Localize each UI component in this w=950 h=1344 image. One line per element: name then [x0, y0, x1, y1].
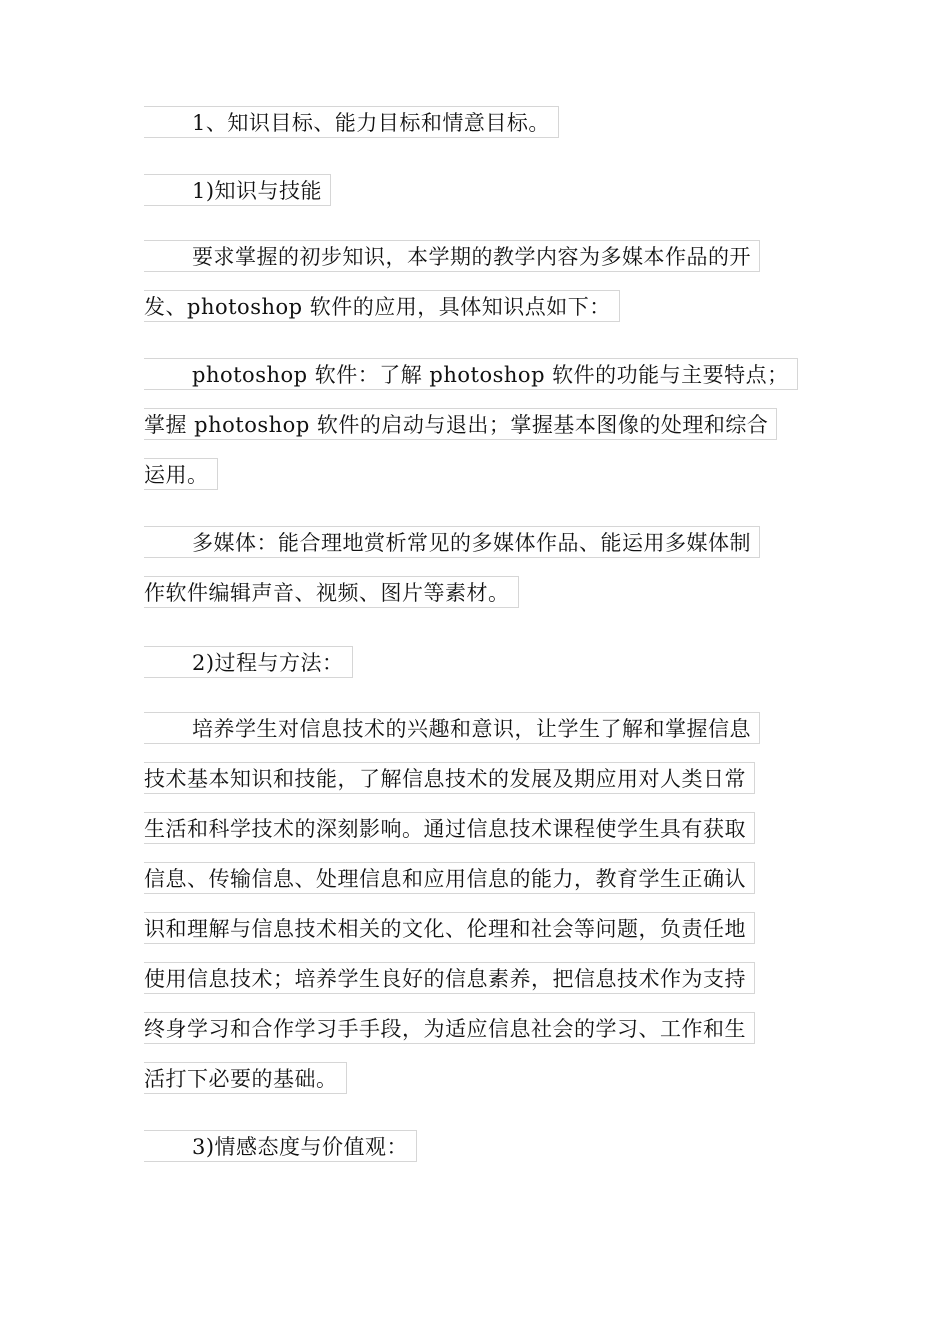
paragraph-line: 要求掌握的初步知识，本学期的教学内容为多媒本作品的开: [144, 240, 760, 272]
section-title-knowledge-skills: 1)知识与技能: [144, 174, 331, 206]
paragraph-line: 培养学生对信息技术的兴趣和意识，让学生了解和掌握信息: [144, 712, 760, 744]
paragraph-line: 技术基本知识和技能，了解信息技术的发展及期应用对人类日常: [144, 762, 755, 794]
paragraph-line: 运用。: [144, 458, 218, 490]
paragraph-line: 作软件编辑声音、视频、图片等素材。: [144, 576, 519, 608]
paragraph-line: photoshop 软件：了解 photoshop 软件的功能与主要特点；: [144, 358, 798, 390]
paragraph-line: 多媒体：能合理地赏析常见的多媒体作品、能运用多媒体制: [144, 526, 760, 558]
main-heading: 1、知识目标、能力目标和情意目标。: [144, 106, 559, 138]
paragraph-line: 使用信息技术；培养学生良好的信息素养，把信息技术作为支持: [144, 962, 755, 994]
paragraph-line: 生活和科学技术的深刻影响。通过信息技术课程使学生具有获取: [144, 812, 755, 844]
paragraph-line: 信息、传输信息、处理信息和应用信息的能力，教育学生正确认: [144, 862, 755, 894]
paragraph-line: 识和理解与信息技术相关的文化、伦理和社会等问题，负责任地: [144, 912, 755, 944]
section-title-process-methods: 2)过程与方法：: [144, 646, 353, 678]
paragraph-line: 终身学习和合作学习手手段，为适应信息社会的学习、工作和生: [144, 1012, 755, 1044]
paragraph-line: 发、photoshop 软件的应用，具体知识点如下：: [144, 290, 620, 322]
section-title-attitudes-values: 3)情感态度与价值观：: [144, 1130, 417, 1162]
paragraph-line: 掌握 photoshop 软件的启动与退出；掌握基本图像的处理和综合: [144, 408, 777, 440]
paragraph-line: 活打下必要的基础。: [144, 1062, 347, 1094]
